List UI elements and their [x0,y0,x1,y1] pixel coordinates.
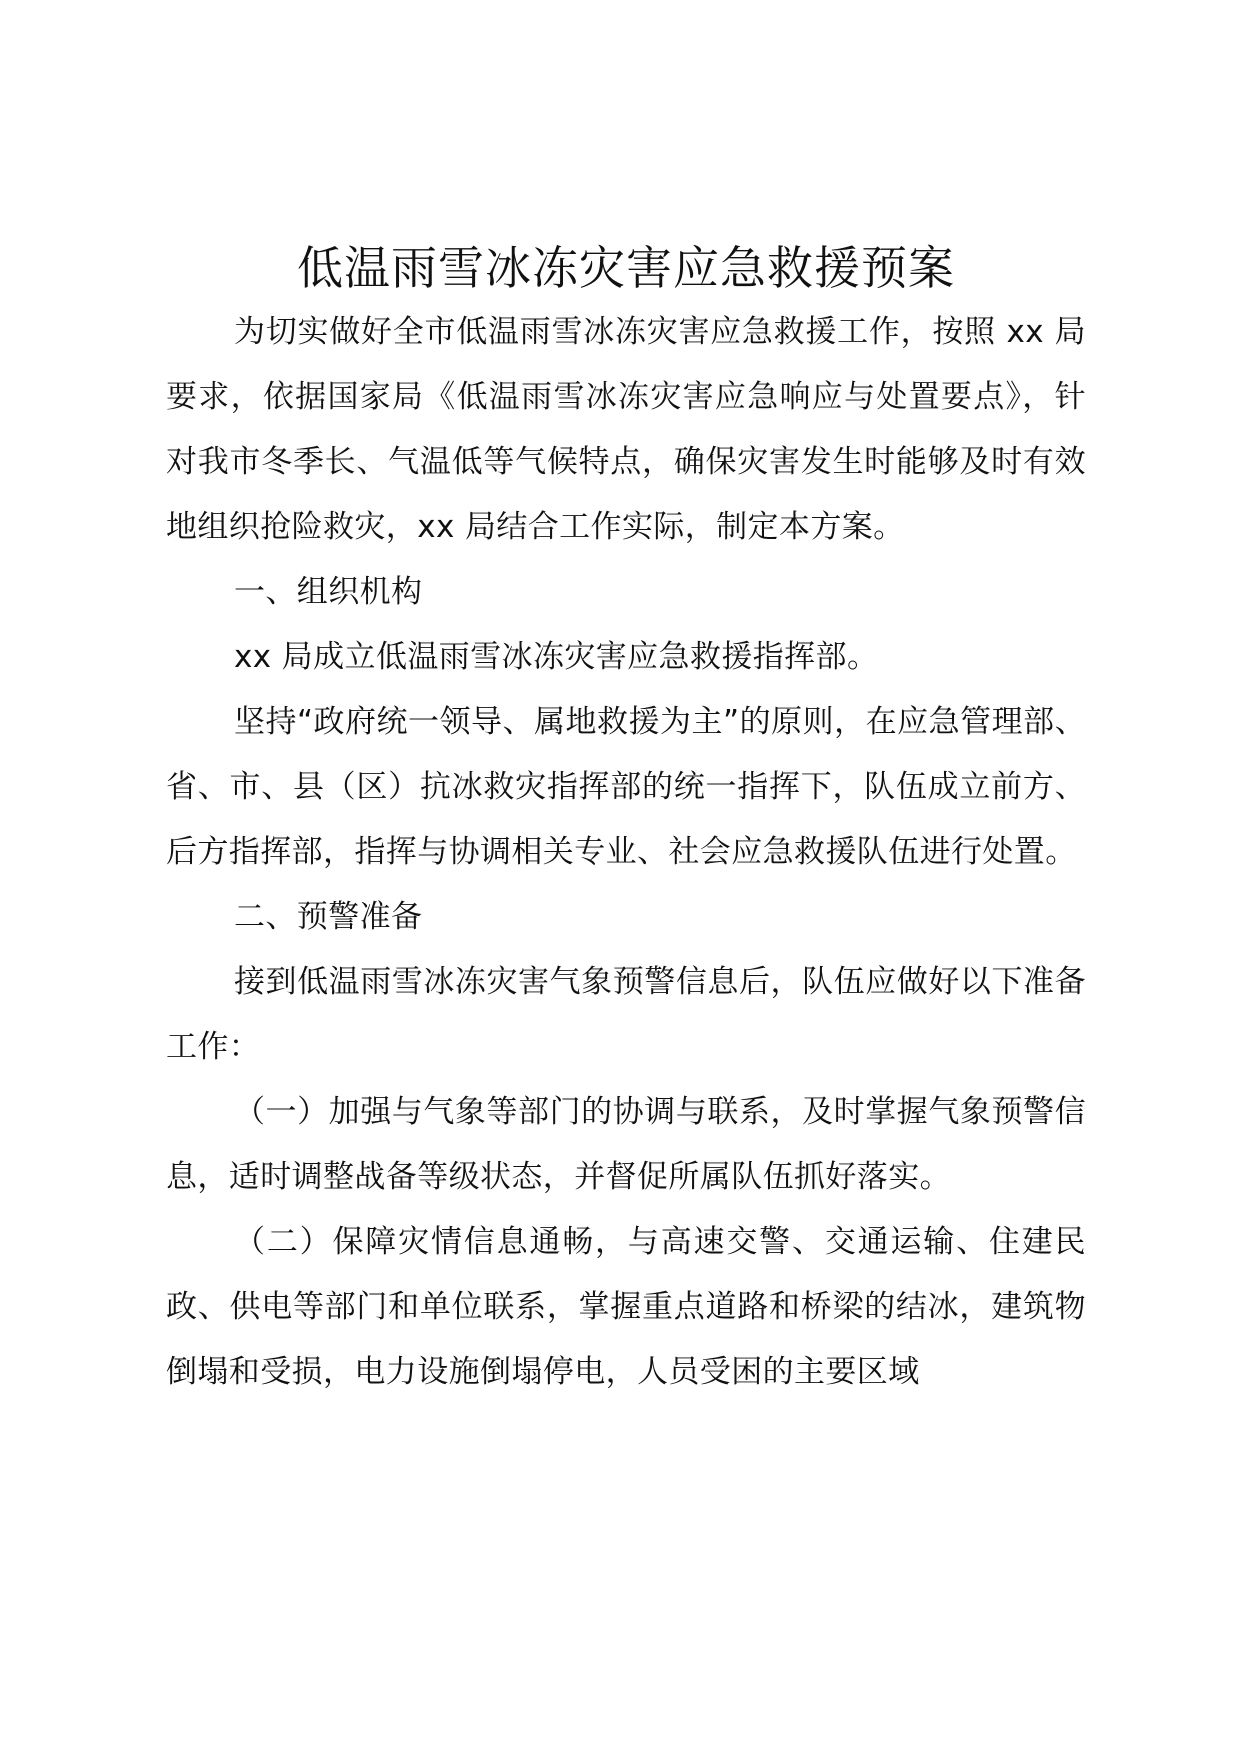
section-heading-organization: 一、组织机构 [234,574,423,610]
warning-item-2: （二）保障灾情信息通畅，与高速交警、交通运输、住建民政、供电等部门和单位联系，掌握重点道路和桥梁的结冰，建筑物倒塌和受损，电力设施倒塌停电，人员受困的主要区域 [166,1224,1086,1390]
intro-paragraph: 为切实做好全市低温雨雪冰冻灾害应急救援工作，按照 xx 局要求，依据国家局《低温雨雪冰冻灾害应急响应与处置要点》，针对我市冬季长、气温低等气候特点，确保灾害发生时能够及时有效地组织抢险救灾，xx 局结合工作实际，制定本方案。 [166,314,1086,545]
document-title: 低温雨雪冰冻灾害应急救援预案 [297,241,955,295]
organization-paragraph-2: 坚持“政府统一领导、属地救援为主”的原则，在应急管理部、省、市、县（区）抗冰救灾指挥部的统一指挥下，队伍成立前方、后方指挥部，指挥与协调相关专业、社会应急救援队伍进行处置。 [166,704,1086,870]
section-heading-warning-preparation: 二、预警准备 [234,899,423,935]
document-body [166,300,1086,1405]
warning-item-1: （一）加强与气象等部门的协调与联系，及时掌握气象预警信息，适时调整战备等级状态，并督促所属队伍抓好落实。 [166,1094,1086,1195]
warning-paragraph-1: 接到低温雨雪冰冻灾害气象预警信息后，队伍应做好以下准备工作： [166,964,1086,1065]
organization-paragraph-1: xx 局成立低温雨雪冰冻灾害应急救援指挥部。 [234,639,879,675]
